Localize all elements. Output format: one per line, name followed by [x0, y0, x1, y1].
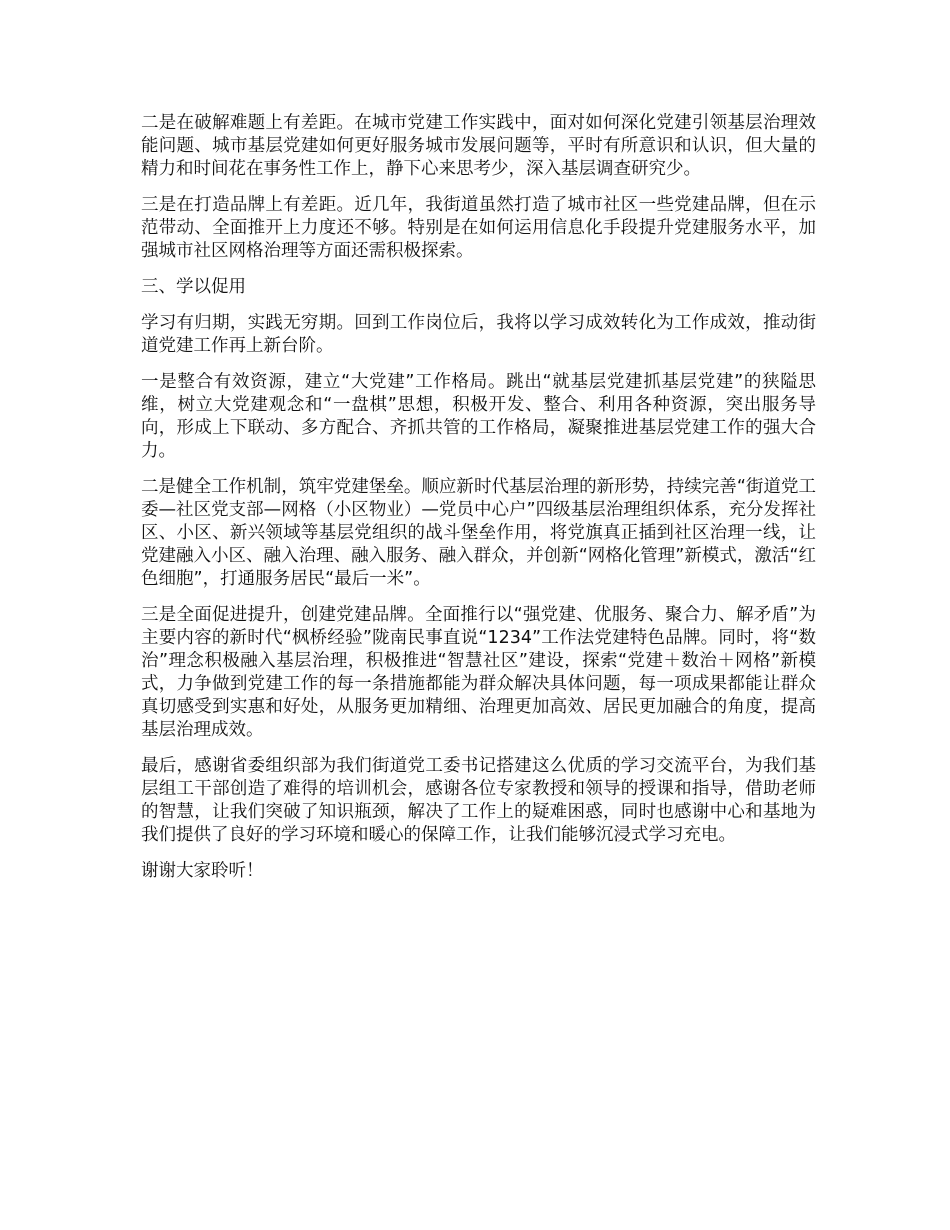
paragraph-intro-apply: 学习有归期，实践无穷期。回到工作岗位后，我将以学习成效转化为工作成效，推动街道党建工作再上新台阶。 — [141, 313, 816, 356]
section-heading-apply-learning: 三、学以促用 — [141, 277, 246, 297]
paragraph-closing: 谢谢大家聆听！ — [141, 861, 264, 881]
paragraph-problem-solving-gap: 二是在破解难题上有差距。在城市党建工作实践中，面对如何深化党建引领基层治理效能问题、城市基层党建如何更好服务城市发展问题等，平时有所意识和认识，但大量的精力和时间花在事务性工作上，静下心来思考少，深入基层调查研究少。 — [141, 113, 816, 179]
paragraph-thanks: 最后，感谢省委组织部为我们街道党工委书记搭建这么优质的学习交流平台，为我们基层组工干部创造了难得的培训机会，感谢各位专家教授和领导的授课和指导，借助老师的智慧，让我们突破了知识瓶颈，解决了工作上的疑难困惑，同时也感谢中心和基地为我们提供了良好的学习环境和暖心的保障工作，让我们能够沉浸式学习充电。 — [141, 756, 816, 845]
paragraph-integrate-resources: 一是整合有效资源，建立“大党建”工作格局。跳出“就基层党建抓基层党建”的狭隘思维，树立大党建观念和“一盘棋”思想，积极开发、整合、利用各种资源，突出服务导向，形成上下联动、多方配合、齐抓共管的工作格局，凝聚推进基层党建工作的强大合力。 — [141, 372, 816, 461]
paragraph-improve-mechanism: 二是健全工作机制，筑牢党建堡垒。顺应新时代基层治理的新形势，持续完善“街道党工委—社区党支部—网格（小区物业）—党员中心户”四级基层治理组织体系，充分发挥社区、小区、新兴领域等基层党组织的战斗堡垒作用，将党旗真正插到社区治理一线，让党建融入小区、融入治理、融入服务、融入群众，并创新“网格化管理”新模式，激活“红色细胞”，打通服务居民“最后一米”。 — [141, 477, 816, 589]
document-body — [141, 112, 816, 896]
paragraph-create-brand: 三是全面促进提升，创建党建品牌。全面推行以“强党建、优服务、聚合力、解矛盾”为主要内容的新时代“枫桥经验”陇南民事直说“1234”工作法党建特色品牌。同时，将“数治”理念积极融入基层治理，积极推进“智慧社区”建设，探索“党建＋数治＋网格”新模式，力争做到党建工作的每一条措施都能为群众解决具体问题，每一项成果都能让群众真切感受到实惠和好处，从服务更加精细、治理更加高效、居民更加融合的角度，提高基层治理成效。 — [141, 605, 816, 740]
paragraph-brand-building-gap: 三是在打造品牌上有差距。近几年，我街道虽然打造了城市社区一些党建品牌，但在示范带动、全面推开上力度还不够。特别是在如何运用信息化手段提升党建服务水平，加强城市社区网格治理等方面还需积极探索。 — [141, 195, 816, 261]
